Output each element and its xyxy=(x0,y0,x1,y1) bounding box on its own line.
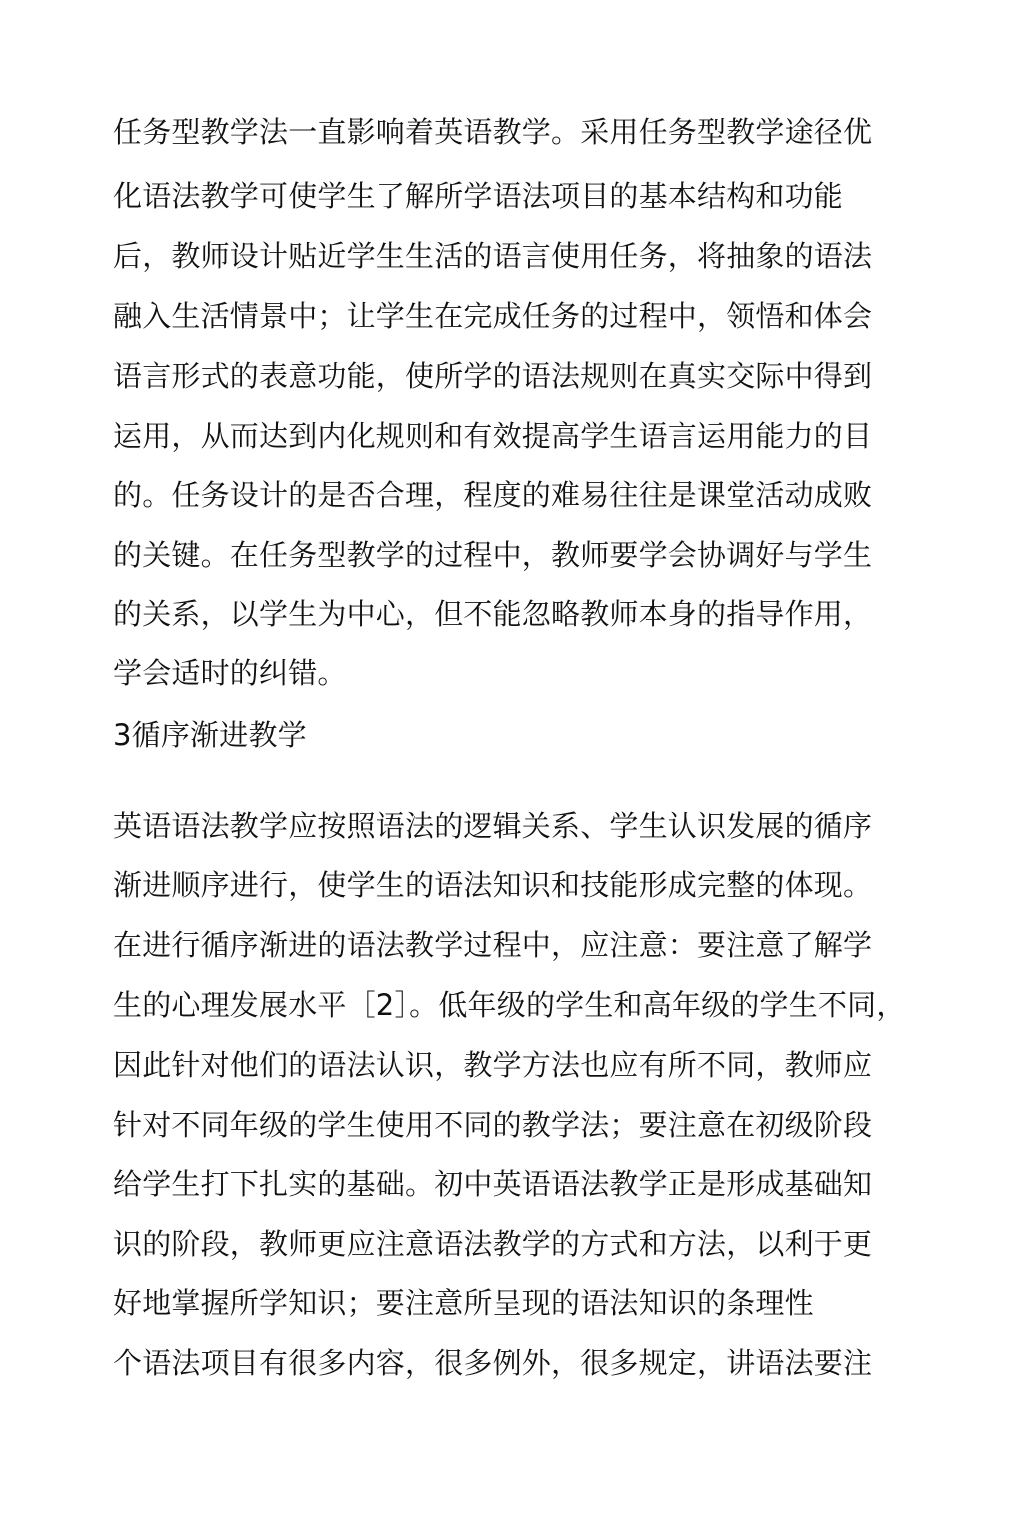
paragraph-1-line-1: 任务型教学法一直影响着英语教学。采用任务型教学途径优 xyxy=(113,115,873,149)
paragraph-2-line-3: 在进行循序渐进的语法教学过程中，应注意：要注意了解学 xyxy=(113,928,873,962)
section-heading: 3循序渐进教学 xyxy=(113,718,307,752)
paragraph-1-line-9: 的关系，以学生为中心，但不能忽略教师本身的指导作用， xyxy=(113,597,873,631)
paragraph-2-line-7: 给学生打下扎实的基础。初中英语语法教学正是形成基础知 xyxy=(113,1167,873,1201)
paragraph-1-line-2: 化语法教学可使学生了解所学语法项目的基本结构和功能 xyxy=(113,179,844,213)
paragraph-1-line-4: 融入生活情景中；让学生在完成任务的过程中，领悟和体会 xyxy=(113,299,873,333)
paragraph-1-line-5: 语言形式的表意功能，使所学的语法规则在真实交际中得到 xyxy=(113,359,873,393)
paragraph-2-line-10: 个语法项目有很多内容，很多例外，很多规定，讲语法要注 xyxy=(113,1346,873,1380)
paragraph-1-line-3: 后，教师设计贴近学生生活的语言使用任务，将抽象的语法 xyxy=(113,239,873,273)
paragraph-2-line-5: 因此针对他们的语法认识，教学方法也应有所不同，教师应 xyxy=(113,1048,873,1082)
paragraph-2-line-1: 英语语法教学应按照语法的逻辑关系、学生认识发展的循序 xyxy=(113,809,873,843)
paragraph-1-line-6: 运用，从而达到内化规则和有效提高学生语言运用能力的目 xyxy=(113,419,873,453)
paragraph-2-line-4: 生的心理发展水平［2］。低年级的学生和高年级的学生不同， xyxy=(113,988,906,1022)
paragraph-1-line-10: 学会适时的纠错。 xyxy=(113,656,347,690)
paragraph-1-line-8: 的关键。在任务型教学的过程中，教师要学会协调好与学生 xyxy=(113,538,873,572)
paragraph-2-line-6: 针对不同年级的学生使用不同的教学法；要注意在初级阶段 xyxy=(113,1108,873,1142)
paragraph-1-line-7: 的。任务设计的是否合理，程度的难易往往是课堂活动成败 xyxy=(113,478,873,512)
paragraph-2-line-8: 识的阶段，教师更应注意语法教学的方式和方法，以利于更 xyxy=(113,1227,873,1261)
paragraph-2-line-9: 好地掌握所学知识；要注意所呈现的语法知识的条理性 xyxy=(113,1286,814,1320)
paragraph-2-line-2: 渐进顺序进行，使学生的语法知识和技能形成完整的体现。 xyxy=(113,868,873,902)
